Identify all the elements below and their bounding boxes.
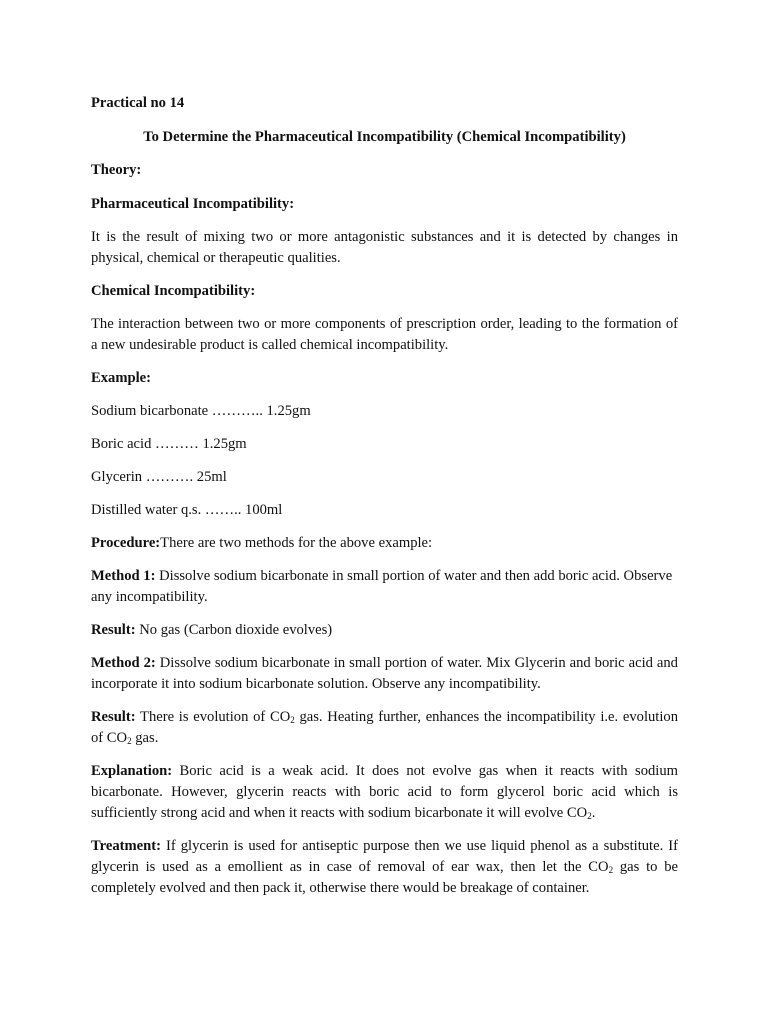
pharmaceutical-incompatibility-text: It is the result of mixing two or more antagonistic substances and it is detected by changes in physical, chemical or therapeutic qualities. xyxy=(91,229,678,266)
method-2-text: Dissolve sodium bicarbonate in small portion of water. Mix Glycerin and boric acid and incorporate it into sodium bicarbonate solution. Observe any incompatibility. xyxy=(91,655,678,692)
practical-number: Practical no 14 xyxy=(91,95,185,111)
explanation-label: Explanation: xyxy=(91,763,173,779)
chemical-incompatibility-heading: Chemical Incompatibility: xyxy=(91,283,256,299)
result-1-paragraph xyxy=(91,620,678,641)
example-item: Boric acid ……… 1.25gm xyxy=(91,436,247,452)
result-2-text-c: gas. xyxy=(131,730,159,746)
example-heading: Example: xyxy=(91,370,151,386)
method-2-paragraph xyxy=(91,653,678,695)
example-item: Distilled water q.s. …….. 100ml xyxy=(91,502,283,518)
explanation-text-b: . xyxy=(591,805,596,821)
treatment-paragraph xyxy=(91,836,678,899)
subscript-two: 2 xyxy=(290,715,295,725)
result-2-text-a: There is evolution of CO xyxy=(135,709,291,725)
procedure-label: Procedure: xyxy=(91,535,161,551)
explanation-text-a: Boric acid is a weak acid. It does not evolve gas when it reacts with sodium bicarbonate. However, glycerin reacts with boric acid to form glycerol boric acid which is sufficiently strong acid and when it reacts with sodium bicarbonate it will evolve CO xyxy=(91,763,678,821)
method-1-text: Dissolve sodium bicarbonate in small portion of water and then add boric acid. Observe any incompatibility. xyxy=(91,568,673,605)
subscript-two: 2 xyxy=(608,865,614,875)
method-1-paragraph xyxy=(91,566,678,608)
document-page xyxy=(91,93,678,899)
procedure-paragraph xyxy=(91,533,678,554)
method-2-label: Method 2: xyxy=(91,655,156,671)
treatment-label: Treatment: xyxy=(91,838,161,854)
result-2-paragraph xyxy=(91,707,678,749)
practical-title: To Determine the Pharmaceutical Incompatibility (Chemical Incompatibility) xyxy=(143,129,626,145)
procedure-text: There are two methods for the above example: xyxy=(160,535,433,551)
result-2-text-b: gas. Heating further, enhances the incompatibility i.e. evolution of CO xyxy=(91,709,678,746)
pharmaceutical-incompatibility-heading: Pharmaceutical Incompatibility: xyxy=(91,196,295,212)
chemical-incompatibility-text: The interaction between two or more components of prescription order, leading to the formation of a new undesirable product is called chemical incompatibility. xyxy=(91,316,678,353)
subscript-two: 2 xyxy=(127,736,132,746)
explanation-paragraph xyxy=(91,761,678,824)
treatment-text-b: gas to be completely evolved and then pack it, otherwise there would be breakage of container. xyxy=(91,859,678,896)
result-1-text: No gas (Carbon dioxide evolves) xyxy=(135,622,333,638)
theory-heading: Theory: xyxy=(91,162,142,178)
example-item: Glycerin ………. 25ml xyxy=(91,469,227,485)
method-1-label: Method 1: xyxy=(91,568,156,584)
treatment-text-a: If glycerin is used for antiseptic purpose then we use liquid phenol as a substitute. If glycerin is used as a emollient as in case of removal of ear wax, then let the CO xyxy=(91,838,678,875)
result-2-label: Result: xyxy=(91,709,136,725)
result-1-label: Result: xyxy=(91,622,136,638)
subscript-two: 2 xyxy=(587,811,592,821)
example-item: Sodium bicarbonate ……….. 1.25gm xyxy=(91,403,311,419)
